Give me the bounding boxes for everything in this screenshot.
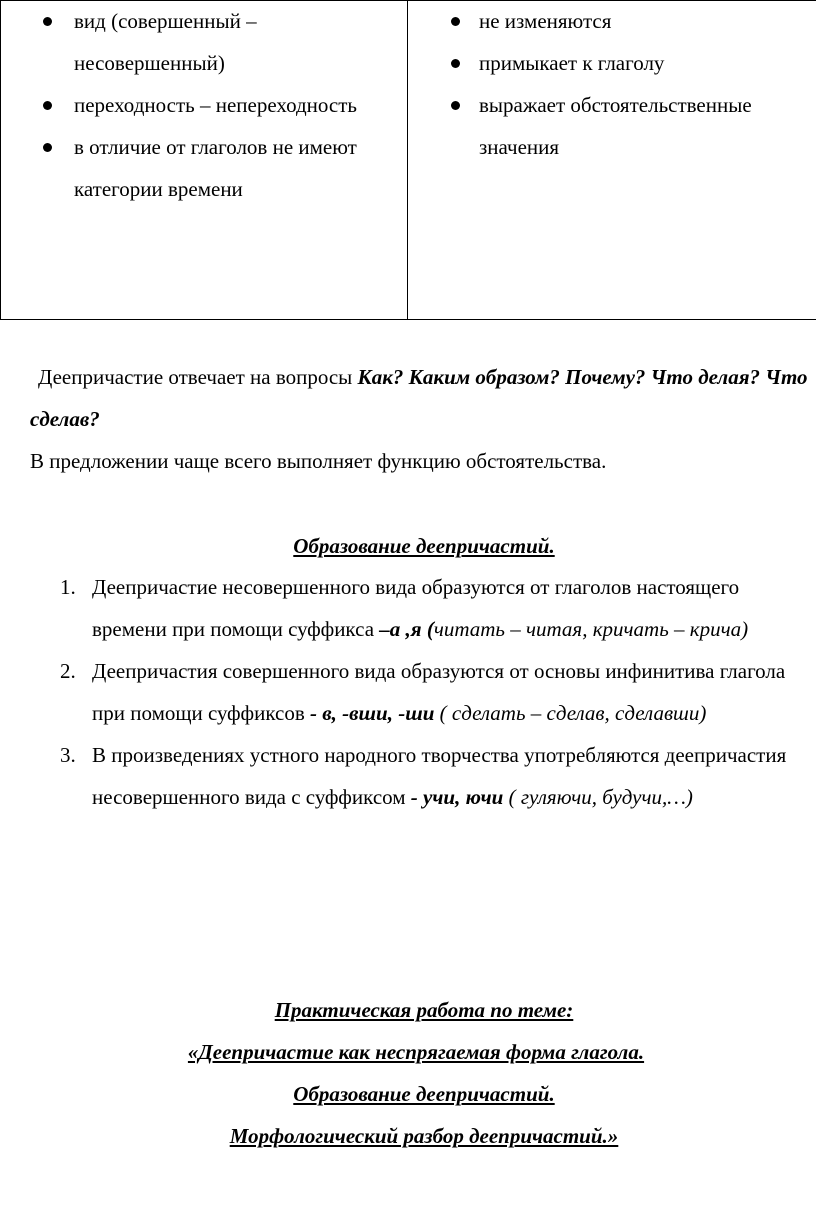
bullet-icon bbox=[451, 101, 460, 110]
formation-heading bbox=[0, 525, 816, 567]
list-item-text: переходность – непереходность bbox=[74, 93, 357, 117]
list-item bbox=[1, 84, 407, 126]
function-paragraph: В предложении чаще всего выполняет функцию обстоятельства. bbox=[30, 449, 607, 473]
list-item bbox=[408, 0, 816, 42]
bullet-list-left bbox=[1, 0, 407, 210]
list-item bbox=[408, 42, 816, 84]
bullet-icon bbox=[451, 59, 460, 68]
list-item-text: не изменяются bbox=[479, 9, 612, 33]
list-number: 3. bbox=[60, 743, 76, 767]
practical-line-text: Образование деепричастий. bbox=[293, 1082, 555, 1106]
practical-heading-line3 bbox=[0, 1073, 816, 1115]
list-item-text: в отличие от глаголов не имеют категории времени bbox=[74, 135, 357, 201]
list-item bbox=[0, 734, 816, 818]
practical-line-text: Практическая работа по теме: bbox=[274, 998, 574, 1022]
practical-heading-line2 bbox=[0, 1031, 816, 1073]
list-item bbox=[0, 650, 816, 734]
practical-heading-line4 bbox=[0, 1115, 816, 1157]
practical-heading-line1 bbox=[0, 989, 816, 1031]
questions-list-text: Как? Каким образом? Почему? Что делая? Что сделав? bbox=[30, 365, 808, 431]
questions-lead-text: Деепричастие отвечает на вопросы bbox=[38, 365, 358, 389]
list-item bbox=[408, 84, 816, 168]
practical-line-text: Морфологический разбор деепричастий.» bbox=[229, 1124, 619, 1148]
list-item bbox=[1, 126, 407, 210]
bullet-icon bbox=[43, 101, 52, 110]
rule-suffix: –а ,я ( bbox=[379, 617, 434, 641]
list-item-text: примыкает к глаголу bbox=[479, 51, 665, 75]
list-number: 1. bbox=[60, 575, 76, 599]
table-cell-right bbox=[408, 1, 816, 320]
rule-suffix: - в, -вши, -ши bbox=[310, 701, 435, 725]
bullet-icon bbox=[43, 17, 52, 26]
practical-line-text: «Деепричастие как неспрягаемая форма глагола. bbox=[187, 1040, 645, 1064]
list-item bbox=[1, 0, 407, 84]
bullet-icon bbox=[451, 17, 460, 26]
rule-text: Деепричастия совершенного вида образуются от основы инфинитива глагола при помощи суффиксов bbox=[92, 659, 786, 725]
formation-rules-list bbox=[0, 566, 816, 818]
table-row bbox=[1, 1, 816, 320]
comparison-table bbox=[0, 0, 816, 320]
bullet-icon bbox=[43, 143, 52, 152]
bullet-list-right bbox=[408, 0, 816, 168]
list-item bbox=[0, 566, 816, 650]
list-item-text: выражает обстоятельственные значения bbox=[479, 93, 752, 159]
rule-text: В произведениях устного народного творчества употребляются деепричастия несовершенного вида с суффиксом bbox=[92, 743, 787, 809]
rule-examples: читать – читая, кричать – крича) bbox=[433, 617, 749, 641]
table-cell-left bbox=[1, 1, 408, 320]
formation-heading-text: Образование деепричастий. bbox=[293, 534, 555, 558]
rule-examples: ( сделать – сделав, сделавши) bbox=[434, 701, 707, 725]
questions-paragraph bbox=[30, 356, 810, 440]
rule-examples: ( гуляючи, будучи,…) bbox=[503, 785, 693, 809]
list-number: 2. bbox=[60, 659, 76, 683]
rule-text: Деепричастие несовершенного вида образуются от глаголов настоящего времени при помощи суффикса bbox=[92, 575, 740, 641]
rule-suffix: - учи, ючи bbox=[410, 785, 504, 809]
list-item-text: вид (совершенный – несовершенный) bbox=[74, 9, 257, 75]
